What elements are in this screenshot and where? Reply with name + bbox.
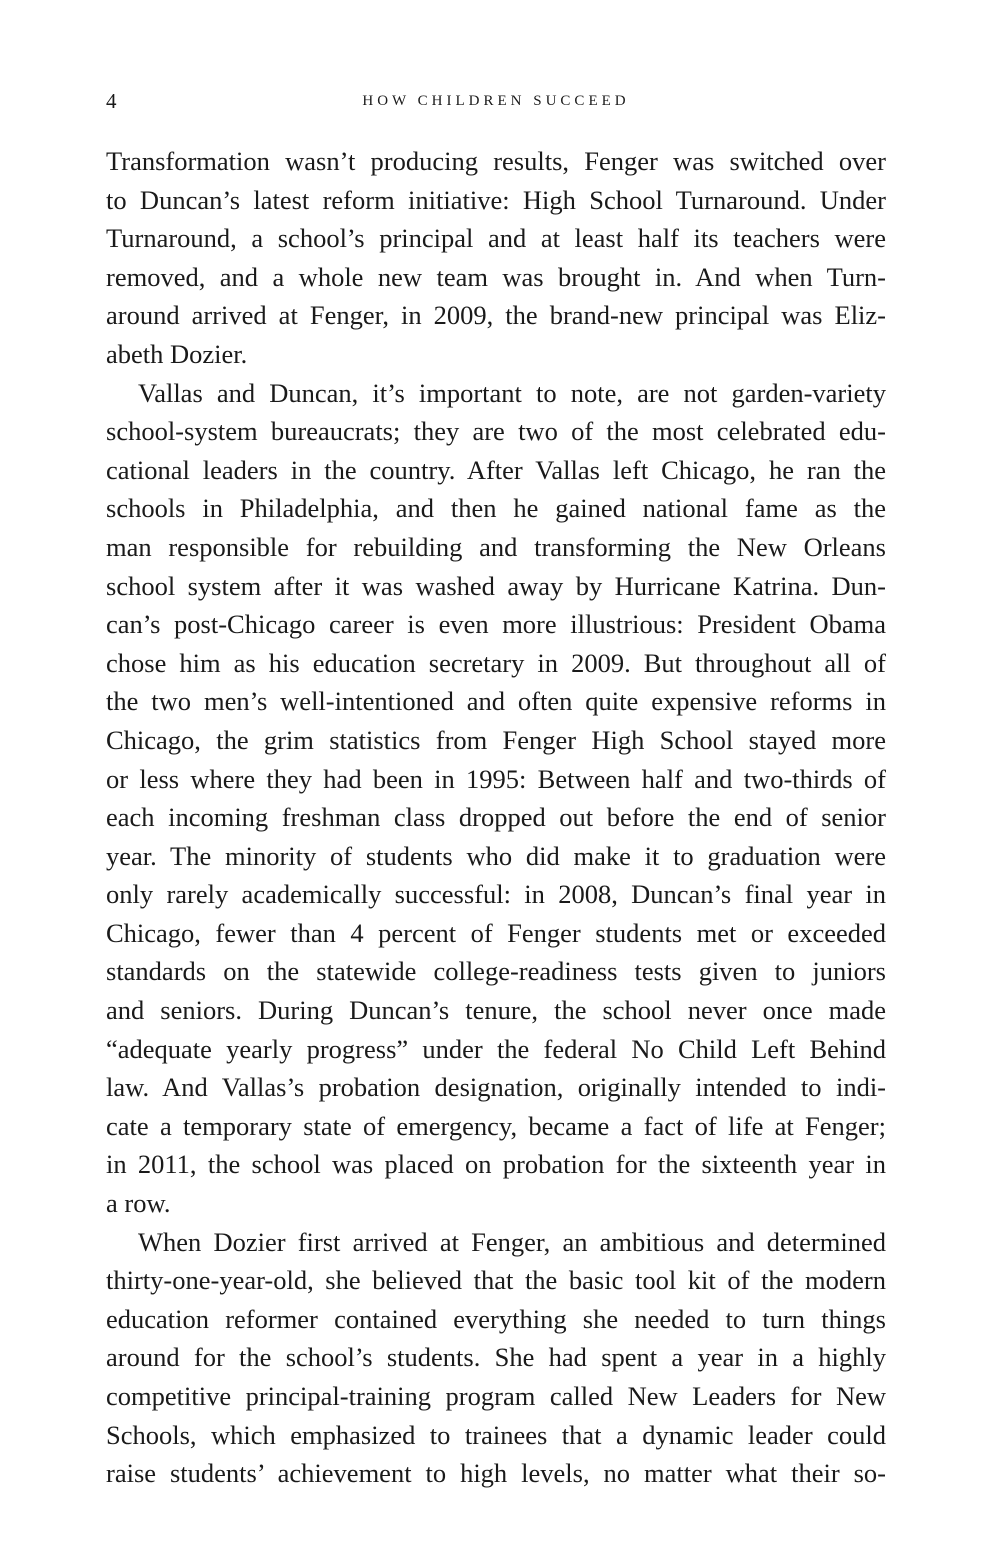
text-line: Chicago, the grim statistics from Fenger High School stayed more xyxy=(106,724,886,755)
text-line: education reformer contained everything she needed to turn things xyxy=(106,1303,886,1334)
text-line: school system after it was washed away by Hurricane Katrina. Dun- xyxy=(106,570,886,601)
text-line: standards on the statewide college-readiness tests given to juniors xyxy=(106,956,886,987)
text-line: law. And Vallas’s probation designation, originally intended to indi- xyxy=(106,1072,886,1103)
text-line: competitive principal-training program called New Leaders for New xyxy=(106,1381,886,1411)
text-line: or less where they had been in 1995: Between half and two-thirds of xyxy=(106,763,886,794)
text-line: can’s post-Chicago career is even more illustrious: President Obama xyxy=(106,609,886,640)
running-head xyxy=(106,86,886,116)
text-line: each incoming freshman class dropped out before the end of senior xyxy=(106,802,886,833)
text-line: Transformation wasn’t producing results, Fenger was switched over xyxy=(106,146,886,176)
text-line: only rarely academically successful: in 2008, Duncan’s final year in xyxy=(106,879,886,910)
text-line: Schools, which emphasized to trainees that a dynamic leader could xyxy=(106,1419,886,1450)
text-line: chose him as his education secretary in 2009. But throughout all of xyxy=(106,647,886,678)
text-line: school-system bureaucrats; they are two of the most celebrated edu- xyxy=(106,416,886,447)
text-line: the two men’s well-intentioned and often quite expensive reforms in xyxy=(106,686,886,717)
page-number: 4 xyxy=(106,89,117,113)
text-line: a row. xyxy=(106,1188,171,1219)
paragraph-1 xyxy=(106,142,886,374)
text-line: thirty-one-year-old, she believed that the basic tool kit of the modern xyxy=(106,1265,886,1296)
text-line: removed, and a whole new team was brought in. And when Turn- xyxy=(106,261,886,292)
text-line: raise students’ achievement to high levels, no matter what their so- xyxy=(106,1458,886,1489)
text-line: around for the school’s students. She had spent a year in a highly xyxy=(106,1342,886,1373)
text-line: around arrived at Fenger, in 2009, the brand-new principal was Eliz- xyxy=(106,300,886,331)
paragraph-2 xyxy=(106,374,886,1223)
body-text xyxy=(106,142,886,1493)
text-line: abeth Dozier. xyxy=(106,338,248,369)
text-line: in 2011, the school was placed on probation for the sixteenth year in xyxy=(106,1149,886,1180)
text-line: cate a temporary state of emergency, became a fact of life at Fenger; xyxy=(106,1110,886,1141)
book-title: HOW CHILDREN SUCCEED xyxy=(362,93,630,109)
text-line: year. The minority of students who did make it to graduation were xyxy=(106,840,886,871)
text-line: to Duncan’s latest reform initiative: High School Turnaround. Under xyxy=(106,184,886,215)
text-line: Vallas and Duncan, it’s important to note, are not garden-variety xyxy=(138,377,886,408)
text-line: cational leaders in the country. After Vallas left Chicago, he ran the xyxy=(106,454,886,485)
text-line: man responsible for rebuilding and transforming the New Orleans xyxy=(106,531,886,562)
text-line: Turnaround, a school’s principal and at least half its teachers were xyxy=(106,223,886,254)
text-line: Chicago, fewer than 4 percent of Fenger students met or exceeded xyxy=(106,917,886,948)
text-line: “adequate yearly progress” under the federal No Child Left Behind xyxy=(106,1033,886,1064)
text-line: and seniors. During Duncan’s tenure, the school never once made xyxy=(106,995,886,1026)
text-line: schools in Philadelphia, and then he gained national fame as the xyxy=(106,493,886,524)
paragraph-3 xyxy=(106,1223,886,1493)
text-line: When Dozier first arrived at Fenger, an ambitious and determined xyxy=(138,1226,886,1257)
